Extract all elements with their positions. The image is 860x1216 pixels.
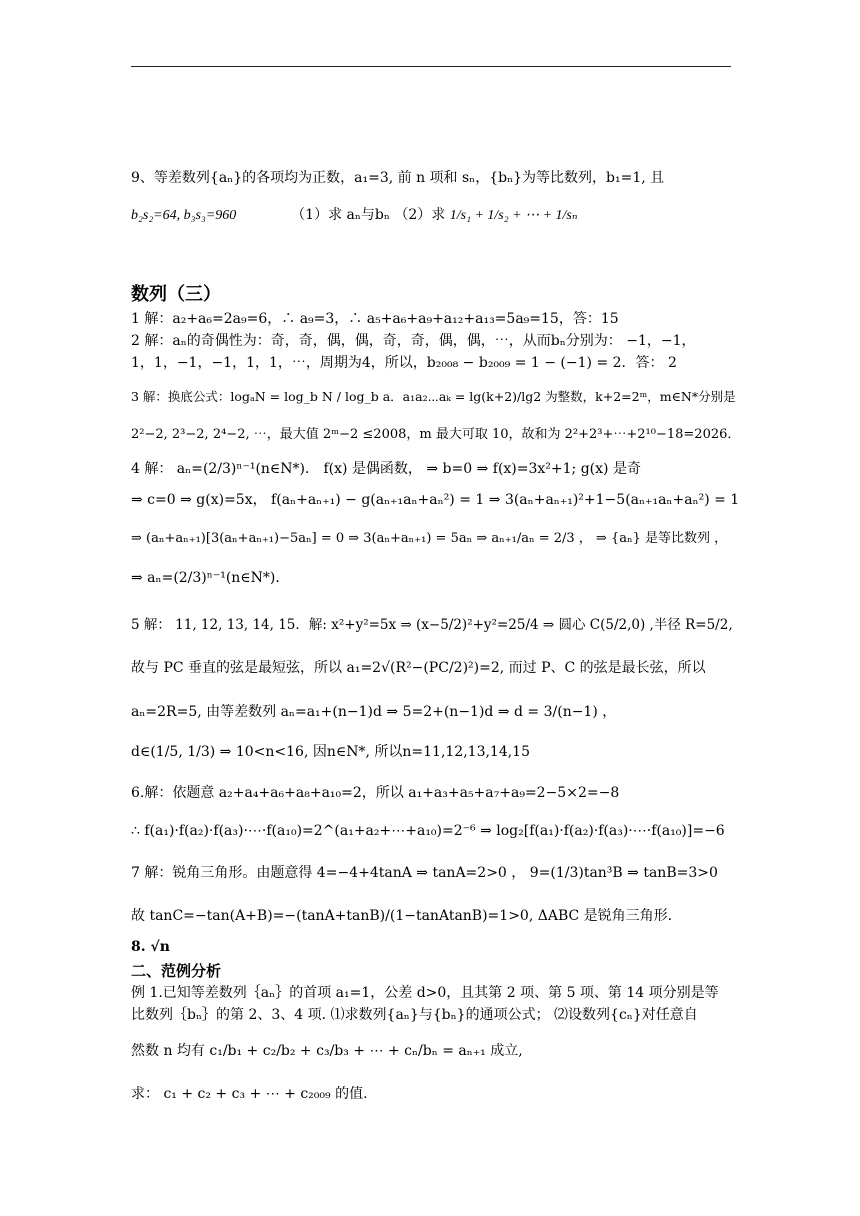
q9-sum-expression: 1/s₁ + 1/s₂ + ⋯ + 1/sₙ — [449, 208, 578, 223]
example1-line3: 然数 n 均有 c₁/b₁ + c₂/b₂ + c₃/b₃ + ⋯ + cₙ/bₙ = aₙ₊₁ 成立, — [131, 1043, 523, 1059]
answer-4-line3: ⇒ (aₙ+aₙ₊₁)[3(aₙ+aₙ₊₁)−5aₙ] = 0 ⇒ 3(aₙ+aₙ₊₁) = 5aₙ ⇒ aₙ₊₁/aₙ = 2/3 ， ⇒ {aₙ} 是等比数列 ， — [131, 531, 728, 546]
q9-line2 — [131, 204, 743, 227]
answer-5-line4: d∈(1/5, 1/3) ⇒ 10<n<16, 因n∈N*, 所以n=11,12,13,14,15 — [131, 744, 530, 760]
answer-7-line1: 7 解：锐角三角形。由题意得 4=−4+4tanA ⇒ tanA=2>0 ， 9=(1/3)tan³B ⇒ tanB=3>0 — [131, 865, 718, 881]
section-title: 数列（三） — [131, 284, 221, 305]
answer-1: 1 解：a₂+a₆=2a₉=6，∴ a₉=3，∴ a₅+a₆+a₉+a₁₂+a₁₃=5a₉=15，答：15 — [131, 311, 619, 327]
answer-8: 8. √n — [131, 939, 170, 955]
q9-ask: （1）求 aₙ与bₙ （2）求 — [291, 207, 446, 223]
answer-6-line2: ∴ f(a₁)·f(a₂)·f(a₃)·⋯·f(a₁₀)=2^(a₁+a₂+⋯+a₁₀)=2⁻⁶ ⇒ log₂[f(a₁)·f(a₂)·f(a₃)·⋯·f(a₁₀)]=−6 — [131, 823, 725, 839]
q9-conditions: b₂s₂=64, b₃s₃=960 — [131, 208, 237, 223]
answer-2-line2: 1，1，−1，−1，1，1，⋯，周期为4，所以，b₂₀₀₈ − b₂₀₀₉ = 1 − (−1) = 2．答： 2 — [131, 355, 677, 371]
answer-5-line2: 故与 PC 垂直的弦是最短弦，所以 a₁=2√(R²−(PC/2)²)=2, 而过 P、C 的弦是最长弦，所以 — [131, 660, 706, 676]
q9-line1: 9、等差数列{aₙ}的各项均为正数，a₁=3, 前 n 项和 sₙ，{bₙ}为等比数列，b₁=1, 且 — [131, 170, 665, 186]
example1-line4: 求： c₁ + c₂ + c₃ + ⋯ + c₂₀₀₉ 的值. — [131, 1086, 368, 1102]
answer-2-line1: 2 解：aₙ的奇偶性为：奇，奇，偶，偶，奇，奇，偶，偶，⋯，从而bₙ分别为： −1，−1， — [131, 333, 696, 349]
example1-line2: 比数列｛bₙ｝的第 2、3、4 项. ⑴求数列{aₙ}与{bₙ}的通项公式； ⑵设数列{cₙ}对任意自 — [131, 1007, 698, 1023]
answer-4-line4: ⇒ aₙ=(2/3)ⁿ⁻¹(n∈N*)． — [131, 570, 290, 586]
example1-line1: 例 1.已知等差数列｛aₙ｝的首项 a₁=1，公差 d>0，且其第 2 项、第 5 项、第 14 项分别是等 — [131, 985, 719, 1001]
answer-4-line1: 4 解： aₙ=(2/3)ⁿ⁻¹(n∈N*)． f(x) 是偶函数， ⇒ b=0 ⇒ f(x)=3x²+1; g(x) 是奇 — [131, 461, 641, 477]
answer-6-line1: 6.解：依题意 a₂+a₄+a₆+a₈+a₁₀=2，所以 a₁+a₃+a₅+a₇+a₉=2−5×2=−8 — [131, 785, 620, 801]
answer-5-line3: aₙ=2R=5, 由等差数列 aₙ=a₁+(n−1)d ⇒ 5=2+(n−1)d ⇒ d = 3/(n−1) ， — [131, 704, 617, 720]
section2-title: 二、范例分析 — [131, 962, 222, 980]
answer-5-line1: 5 解： 11, 12, 13, 14, 15．解: x²+y²=5x ⇒ (x−5/2)²+y²=25/4 ⇒ 圆心 C(5/2,0) ,半径 R=5/2, — [131, 617, 733, 633]
answer-3-line2: 2²−2, 2³−2, 2⁴−2, ⋯，最大值 2ᵐ−2 ≤2008，m 最大可取 10，故和为 2²+2³+⋯+2¹⁰−18=2026． — [131, 427, 741, 442]
answer-4-line2: ⇒ c=0 ⇒ g(x)=5x， f(aₙ+aₙ₊₁) − g(aₙ₊₁aₙ+aₙ²) = 1 ⇒ 3(aₙ+aₙ₊₁)²+1−5(aₙ₊₁aₙ+aₙ²) = 1 — [131, 492, 740, 508]
header-rule — [131, 66, 731, 67]
answer-7-line2: 故 tanC=−tan(A+B)=−(tanA+tanB)/(1−tanAtanB)=1>0, ΔABC 是锐角三角形. — [131, 908, 673, 924]
answer-3-line1: 3 解：换底公式：logₐN = log_b N / log_b a．a₁a₂⋯aₖ = lg(k+2)/lg2 为整数，k+2=2ᵐ，m∈N*分别是 — [131, 389, 736, 404]
